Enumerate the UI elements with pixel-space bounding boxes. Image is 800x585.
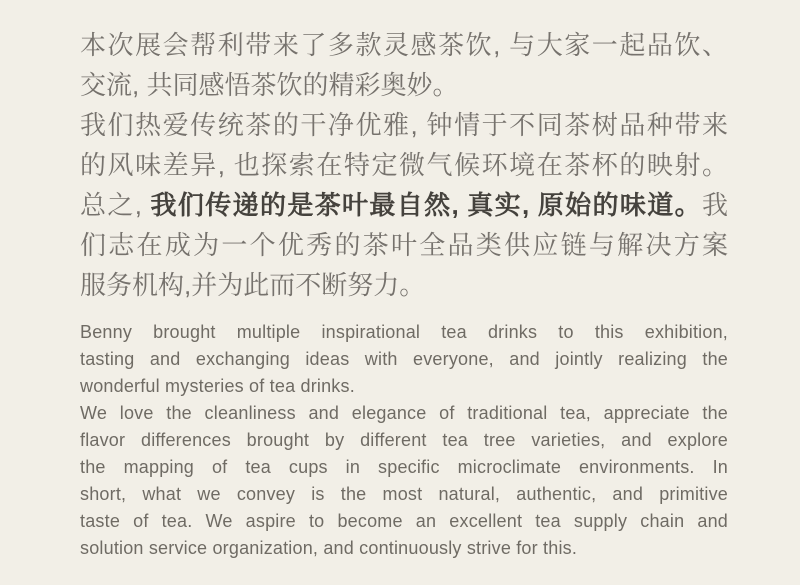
chinese-text-line (80, 265, 728, 305)
chinese-text-line (80, 105, 728, 145)
text-run: 我 (701, 190, 728, 220)
text-run: 交流, 共同感悟茶饮的精彩奥妙。 (80, 70, 459, 100)
english-translation-text-block (80, 319, 728, 562)
text-run: 我们热爱传统茶的干净优雅, 钟情于不同茶树品种带来 (80, 110, 728, 140)
chinese-text-line (80, 25, 728, 65)
english-text-line: wonderful mysteries of tea drinks. (80, 376, 355, 396)
text-run: 服务机构,并为此而不断努力。 (80, 270, 426, 300)
text-run: 本次展会帮利带来了多款灵感茶饮, 与大家一起品饮、 (80, 30, 728, 60)
english-text-line: flavor differences brought by different tea tree varieties, and explore (80, 430, 728, 450)
text-run: 们志在成为一个优秀的茶叶全品类供应链与解决方案 (80, 230, 728, 260)
chinese-text-line (80, 225, 728, 265)
chinese-text-line (80, 65, 728, 105)
english-text-line: tasting and exchanging ideas with everyone, and jointly realizing the (80, 349, 728, 369)
text-run: 总之, (80, 190, 151, 220)
english-text-line: short, what we convey is the most natural, authentic, and primitive (80, 484, 728, 504)
chinese-text-line (80, 145, 728, 185)
chinese-text-line (80, 185, 728, 225)
english-text-line: Benny brought multiple inspirational tea drinks to this exhibition, (80, 322, 728, 342)
english-text-line: the mapping of tea cups in specific microclimate environments. In (80, 457, 728, 477)
highlighted-phrase: 我们传递的是茶叶最自然, 真实, 原始的味道。 (150, 190, 702, 220)
content-area (80, 25, 728, 562)
english-text-line: solution service organization, and continuously strive for this. (80, 538, 578, 558)
text-run: 的风味差异, 也探索在特定微气候环境在茶杯的映射。 (80, 150, 728, 180)
english-text-line: taste of tea. We aspire to become an excellent tea supply chain and (80, 511, 728, 531)
chinese-intro-text-block (80, 25, 728, 305)
english-text-line: We love the cleanliness and elegance of traditional tea, appreciate the (80, 403, 728, 423)
